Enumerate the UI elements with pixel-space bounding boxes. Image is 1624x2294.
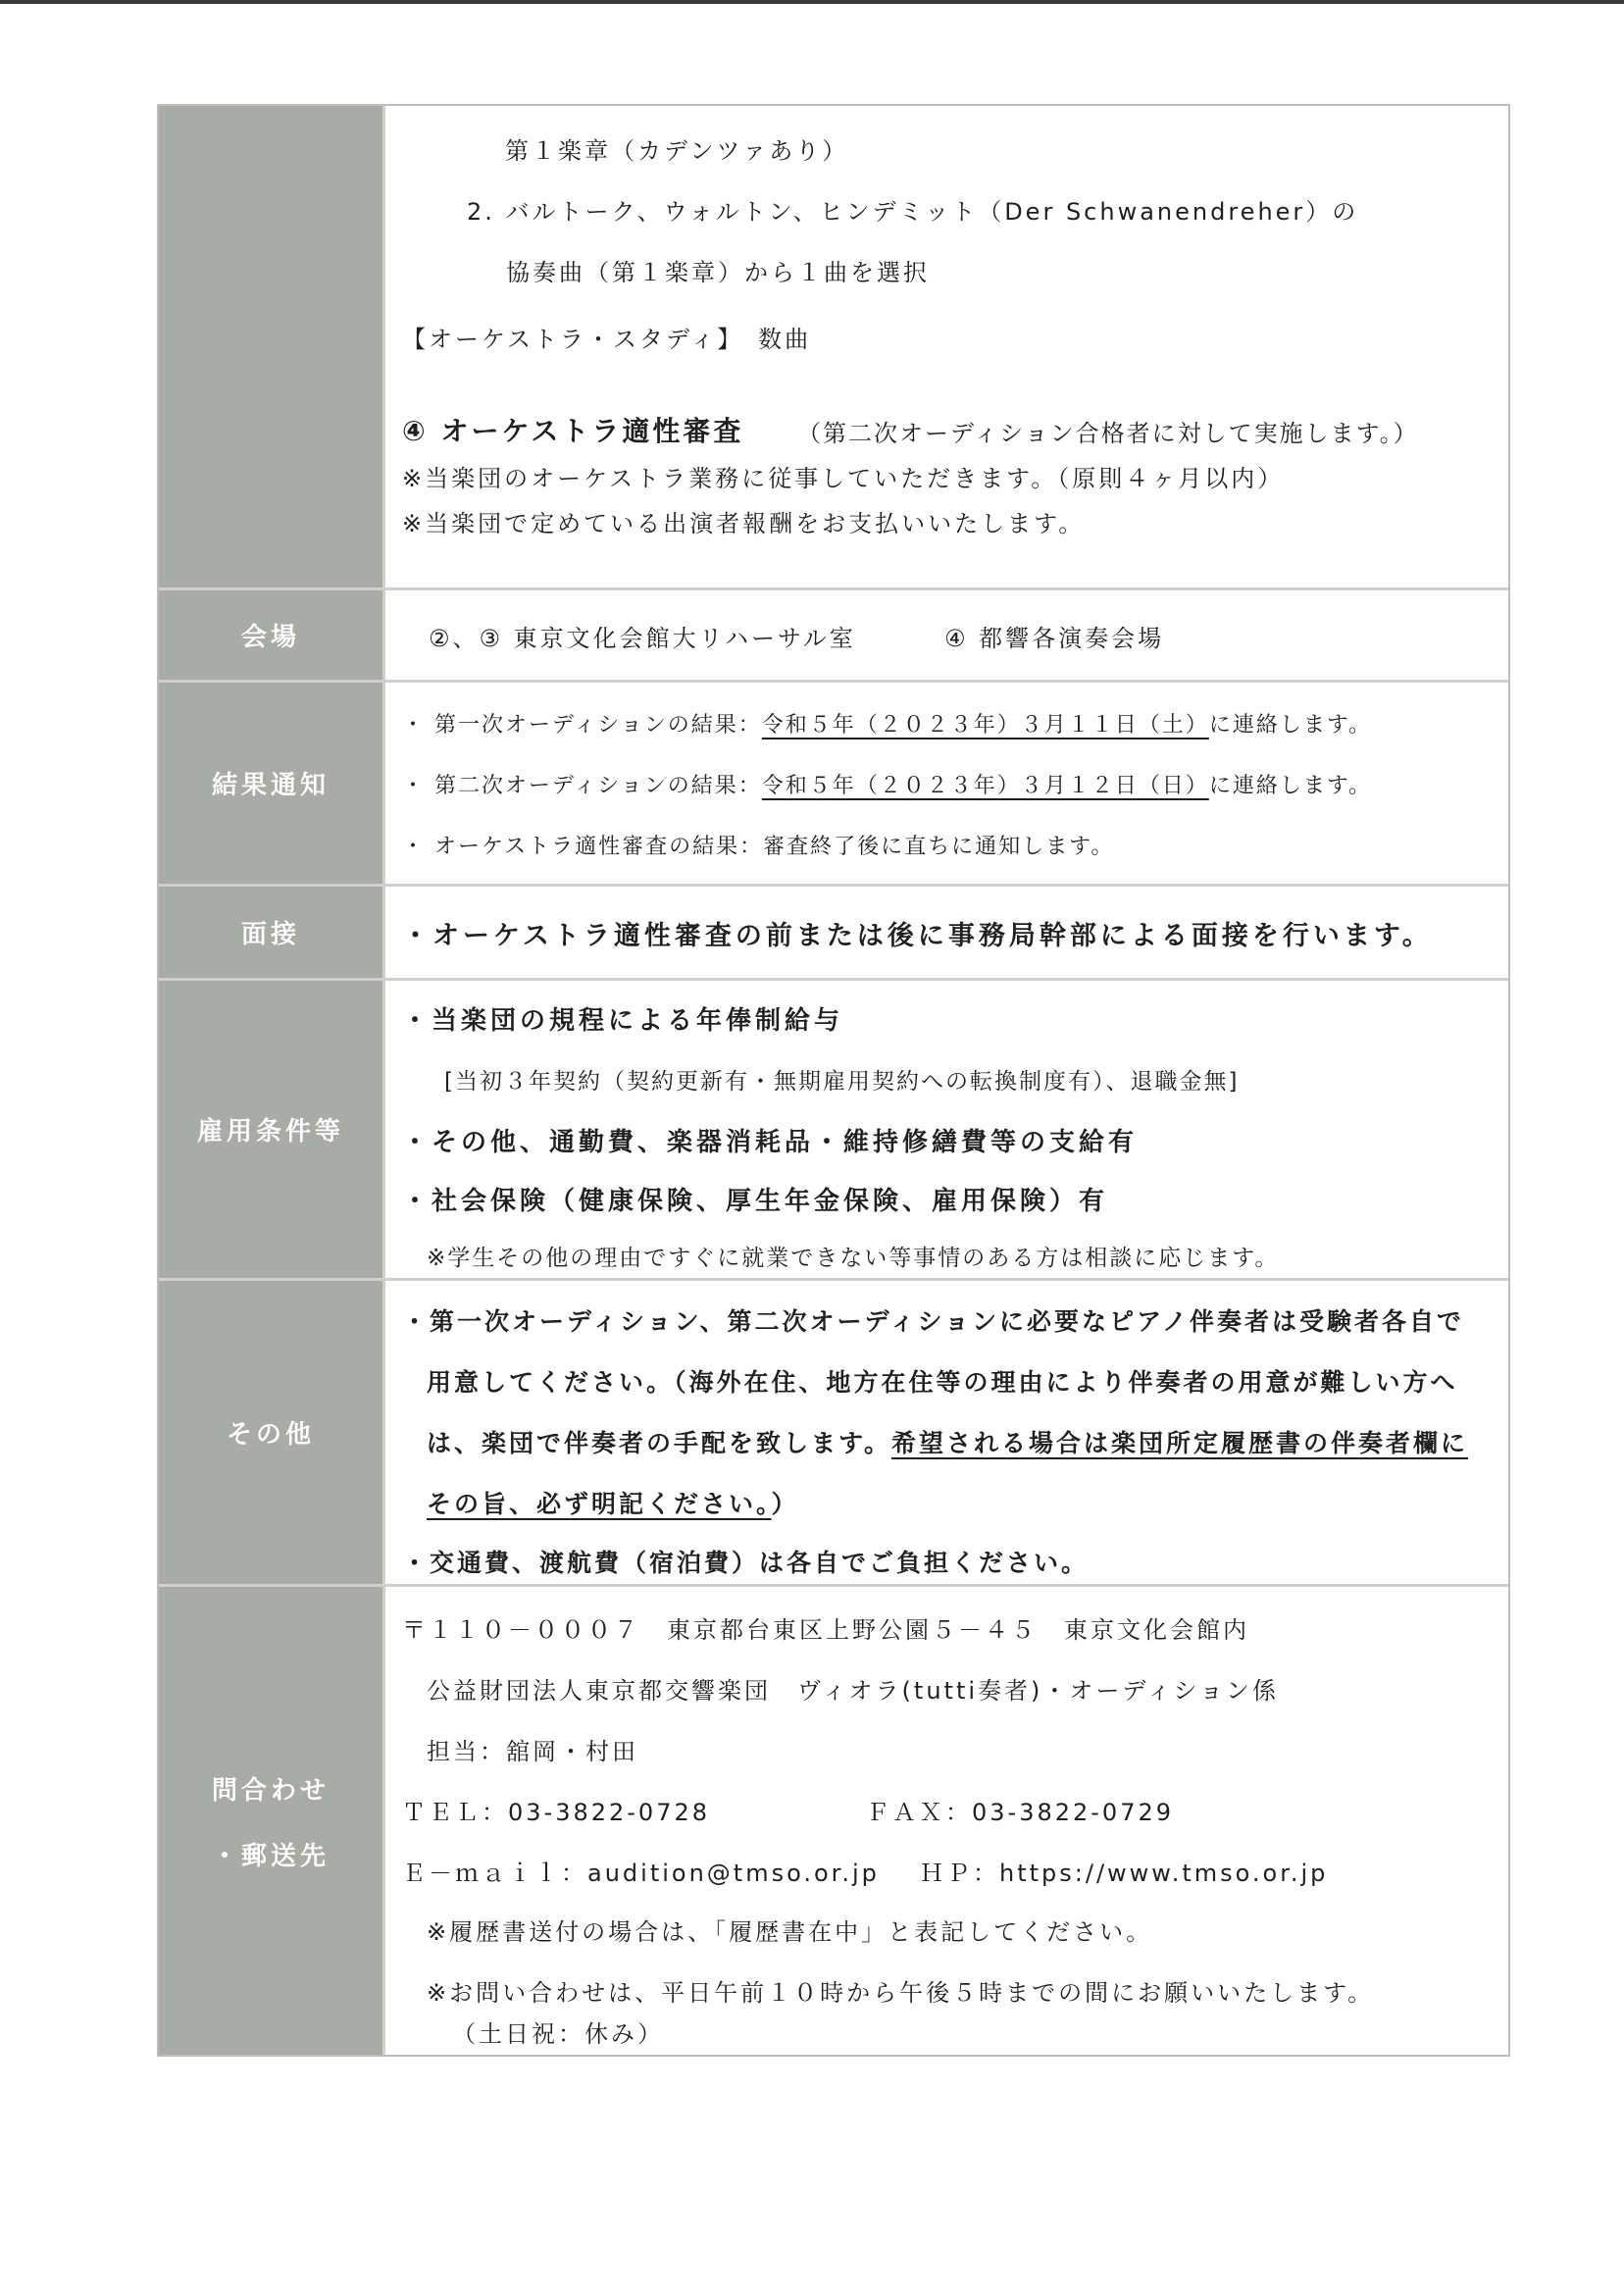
item4-title: ④ オーケストラ適性審査 xyxy=(402,415,744,447)
contact-person: 担当：舘岡・村田 xyxy=(427,1738,638,1765)
employment-line-2: [当初３年契約（契約更新有・無期雇用契約への転換制度有）、退職金無] xyxy=(444,1069,1240,1095)
row-contact xyxy=(159,1584,1508,2055)
contact-note-1: ※履歴書送付の場合は、「履歴書在中」と表記してください。 xyxy=(427,1918,1153,1946)
employment-content xyxy=(385,981,1508,1278)
other-line-3b: 希望される場合は楽団所定履歴書の伴奏者欄に xyxy=(891,1429,1469,1457)
contact-address: 〒１１０－０００７ 東京都台東区上野公園５－４５ 東京文化会館内 xyxy=(402,1616,1249,1644)
interview-text: ・オーケストラ適性審査の前または後に事務局幹部による面接を行います。 xyxy=(402,921,1433,951)
employment-line-3: ・その他、通勤費、楽器消耗品・維持修繕費等の支給有 xyxy=(402,1128,1139,1157)
other-line-5: ・交通費、渡航費（宿泊費）は各自でご負担ください。 xyxy=(402,1549,1090,1577)
contact-homepage[interactable]: ＨＰ：https://www.tmso.or.jp xyxy=(920,1860,1329,1887)
exam-line-3: 協奏曲（第１楽章）から１曲を選択 xyxy=(506,259,930,286)
row-exam-label xyxy=(159,106,385,587)
row-results xyxy=(159,680,1508,884)
row-employment xyxy=(159,978,1508,1278)
venue-label: 会場 xyxy=(159,590,385,680)
interview-content xyxy=(385,887,1508,978)
row-other xyxy=(159,1278,1508,1584)
other-line-4a: その旨、必ず明記ください。 xyxy=(427,1490,772,1518)
result-1-prefix: ・ 第一次オーディションの結果： xyxy=(402,713,762,738)
contact-org: 公益財団法人東京都交響楽団 ヴィオラ(tutti奏者)・オーディション係 xyxy=(427,1677,1279,1705)
other-line-1: ・第一次オーディション、第二次オーディションに必要なピアノ伴奏者は受験者各自で xyxy=(402,1307,1465,1336)
exam-line-2: 2. バルトーク、ウォルトン、ヒンデミット（Der Schwanendreher）の xyxy=(467,198,1359,226)
contact-content xyxy=(385,1587,1508,2055)
contact-fax: ＦＡＸ：03-3822-0729 xyxy=(866,1799,1175,1826)
contact-note-3: （土日祝：休み） xyxy=(452,2020,664,2048)
item4-line-1: ※当楽団のオーケストラ業務に従事していただきます。（原則４ヶ月以内） xyxy=(402,465,1285,492)
result-line-2 xyxy=(402,769,1372,799)
employment-line-5: ※学生その他の理由ですぐに就業できない等事情のある方は相談に応じます。 xyxy=(427,1246,1280,1271)
scan-edge xyxy=(0,0,1624,4)
venue-text-1: ②、③ 東京文化会館大リハーサル室 xyxy=(429,625,856,652)
other-content xyxy=(385,1281,1508,1584)
exam-line-4: 【オーケストラ・スタディ】 数曲 xyxy=(402,326,812,353)
info-table xyxy=(157,104,1510,2057)
item4-line-2: ※当楽団で定めている出演者報酬をお支払いいたします。 xyxy=(402,510,1086,537)
results-content xyxy=(385,683,1508,884)
exam-line-1: 第１楽章（カデンツァあり） xyxy=(505,137,849,165)
employment-line-1: ・当楽団の規程による年俸制給与 xyxy=(402,1006,844,1036)
result-line-3: ・ オーケストラ適性審査の結果：審査終了後に直ちに通知します。 xyxy=(402,835,1115,859)
employment-label: 雇用条件等 xyxy=(159,981,385,1278)
row-exam xyxy=(159,106,1508,587)
result-2-prefix: ・ 第二次オーディションの結果： xyxy=(402,774,762,798)
contact-email[interactable]: Ｅ－ｍａｉｌ：audition@tmso.or.jp xyxy=(402,1860,880,1887)
row-exam-content xyxy=(385,106,1508,587)
contact-label-line-1: 問合わせ xyxy=(211,1775,330,1806)
other-line-4b: ） xyxy=(771,1490,799,1518)
contact-note-2: ※お問い合わせは、平日午前１０時から午後５時までの間にお願いいたします。 xyxy=(427,1979,1375,2007)
venue-text-2: ④ 都響各演奏会場 xyxy=(944,625,1165,652)
result-2-suffix: に連絡します。 xyxy=(1208,774,1373,798)
other-line-3a: は、楽団で伴奏者の手配を致します。 xyxy=(427,1429,892,1457)
other-line-3 xyxy=(427,1424,1468,1459)
result-1-date: 令和５年（２０２３年）３月１１日（土） xyxy=(761,713,1209,738)
result-2-date: 令和５年（２０２３年）３月１２日（日） xyxy=(761,774,1209,798)
other-label: その他 xyxy=(159,1281,385,1584)
row-interview xyxy=(159,884,1508,978)
venue-content xyxy=(385,590,1508,680)
employment-line-4: ・社会保険（健康保険、厚生年金保険、雇用保険）有 xyxy=(402,1187,1109,1216)
contact-label xyxy=(159,1587,385,2055)
other-line-2: 用意してください。（海外在住、地方在住等の理由により伴奏者の用意が難しい方へ xyxy=(427,1368,1458,1397)
results-label: 結果通知 xyxy=(159,683,385,884)
contact-label-line-2: ・郵送先 xyxy=(211,1841,330,1871)
result-1-suffix: に連絡します。 xyxy=(1208,713,1373,738)
item4-note: （第二次オーディション合格者に対して実施します。） xyxy=(797,420,1419,447)
interview-label: 面接 xyxy=(159,887,385,978)
row-venue xyxy=(159,587,1508,680)
contact-tel: ＴＥＬ：03-3822-0728 xyxy=(402,1799,711,1826)
result-line-1 xyxy=(402,708,1372,739)
other-line-4 xyxy=(427,1485,799,1520)
